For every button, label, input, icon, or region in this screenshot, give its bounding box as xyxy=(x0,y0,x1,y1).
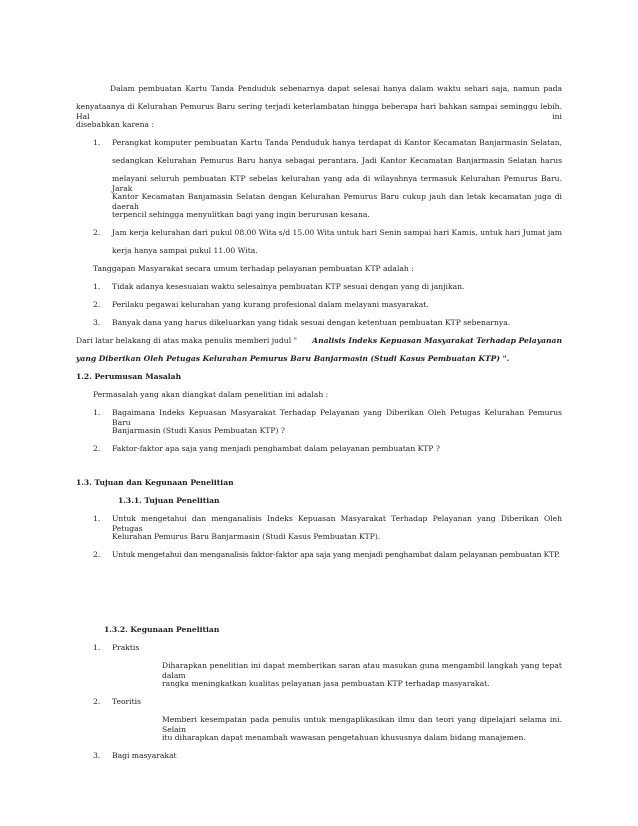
objective-1-number: 1. xyxy=(93,514,101,523)
use-1-line-2: rangka meningkatkan kualitas pelayanan jasa pembuatan KTP terhadap masyarakat. xyxy=(162,679,490,688)
reason-2-line-2: kerja hanya sampai pukul 11.00 Wita. xyxy=(112,246,258,255)
intro-line-3: disebabkan karena : xyxy=(76,120,155,129)
problem-2-number: 2. xyxy=(93,444,101,453)
section-1-2-intro: Permasalah yang akan diangkat dalam penelitian ini adalah : xyxy=(93,390,329,399)
background-prefix: Dari latar belakang di atas maka penulis memberi judul " xyxy=(76,336,298,345)
reason-2-number: 2. xyxy=(93,228,101,237)
use-3-label: Bagi masyarakat xyxy=(112,751,177,760)
reason-1-line-2: sedangkan Kelurahan Pemurus Baru hanya sebagai perantara. Jadi Kantor Kecamatan Banjarmasin Selatan harus xyxy=(112,156,562,165)
response-2-number: 2. xyxy=(93,300,101,309)
use-3-number: 3. xyxy=(93,751,101,760)
reason-1-line-5: terpencil sehingga menyulitkan bagi yang ingin berurusan kesana. xyxy=(112,210,370,219)
reason-1-number: 1. xyxy=(93,138,101,147)
use-1-number: 1. xyxy=(93,643,101,652)
background-line-1 xyxy=(76,336,562,346)
problem-1-line-2: Banjarmasin (Studi Kasus Pembuatan KTP) ? xyxy=(112,426,285,435)
response-3-number: 3. xyxy=(93,318,101,327)
reason-2-line-1: Jam kerja kelurahan dari pukul 08.00 Wita s/d 15.00 Wita untuk hari Senin sampai hari Kamis, untuk hari Jumat jam xyxy=(112,228,562,237)
reason-1-line-3: melayani seluruh pembuatan KTP sebelas kelurahan yang ada di wilayahnya termasuk Kelurahan Pemurus Baru. Jarak xyxy=(112,174,562,193)
research-title-part-2: yang Diberikan Oleh Petugas Kelurahan Pemurus Baru Banjarmasin (Studi Kasus Pembuatan KTP) ". xyxy=(76,354,510,363)
objective-2-number: 2. xyxy=(93,550,101,559)
use-2-line-2: itu diharapkan dapat menambah wawasan pengetahuan khususnya dalam bidang manajemen. xyxy=(162,733,526,742)
use-1-label: Praktis xyxy=(112,643,140,652)
objective-2-line-1: Untuk mengetahui dan menganalisis faktor-faktor apa saja yang menjadi penghambat dalam pelayanan pembuatan KTP. xyxy=(112,550,560,559)
use-2-label: Teoritis xyxy=(112,697,141,706)
section-1-2-heading: 1.2. Perumusan Masalah xyxy=(76,372,182,381)
problem-2-line-1: Faktor-faktor apa saja yang menjadi penghambat dalam pelayanan pembuatan KTP ? xyxy=(112,444,440,453)
research-title-part-1: Analisis Indeks Kepuasan Masyarakat Terhadap Pelayanan xyxy=(312,336,562,345)
objective-1-line-1: Untuk mengetahui dan menganalisis Indeks Kepuasan Masyarakat Terhadap Pelayanan yang Diberikan Oleh Petugas xyxy=(112,514,562,533)
section-1-3-1-heading: 1.3.1. Tujuan Penelitian xyxy=(118,496,220,505)
reason-1-line-4: Kantor Kecamatan Banjamasin Selatan dengan Kelurahan Pemurus Baru cukup jauh dan letak kecamatan juga di daerah xyxy=(112,192,562,211)
response-3-text: Banyak dana yang harus dikeluarkan yang tidak sesuai dengan ketentuan pembuatan KTP sebenarnya. xyxy=(112,318,511,327)
objective-1-line-2: Kelurahan Pemurus Baru Banjarmasin (Studi Kasus Pembuatan KTP). xyxy=(112,532,381,541)
use-2-number: 2. xyxy=(93,697,101,706)
intro-line-2: kenyataanya di Kelurahan Pemurus Baru sering terjadi keterlambatan hingga beberapa hari bahkan sampai seminggu lebih. Hal ini xyxy=(76,102,562,121)
use-2-line-1: Memberi kesempatan pada penulis untuk mengaplikasikan ilmu dan teori yang dipelajari selama ini. Selain xyxy=(162,715,562,734)
section-1-3-2-heading: 1.3.2. Kegunaan Penelitian xyxy=(104,625,220,634)
problem-1-number: 1. xyxy=(93,408,101,417)
use-1-line-1: Diharapkan penelitian ini dapat memberikan saran atau masukan guna mengambil langkah yang tepat dalam xyxy=(162,661,562,680)
reason-1-line-1: Perangkat komputer pembuatan Kartu Tanda Penduduk hanya terdapat di Kantor Kecamatan Banjarmasin Selatan, xyxy=(112,138,562,147)
response-1-text: Tidak adanya kesesuaian waktu selesainya pembuatan KTP sesuai dengan yang di janjikan. xyxy=(112,282,465,291)
section-1-3-heading: 1.3. Tujuan dan Kegunaan Penelitian xyxy=(76,478,234,487)
response-intro: Tanggapan Masyarakat secara umum terhadap pelayanan pembuatan KTP adalah : xyxy=(93,264,414,273)
problem-1-line-1: Bagaimana Indeks Kepuasan Masyarakat Terhadap Pelayanan yang Diberikan Oleh Petugas Kelurahan Pemurus Baru xyxy=(112,408,562,427)
intro-line-1: Dalam pembuatan Kartu Tanda Penduduk sebenarnya dapat selesai hanya dalam waktu sehari saja, namun pada xyxy=(110,84,562,93)
response-1-number: 1. xyxy=(93,282,101,291)
response-2-text: Perilaku pegawai kelurahan yang kurang profesional dalam melayani masyarakat. xyxy=(112,300,429,309)
